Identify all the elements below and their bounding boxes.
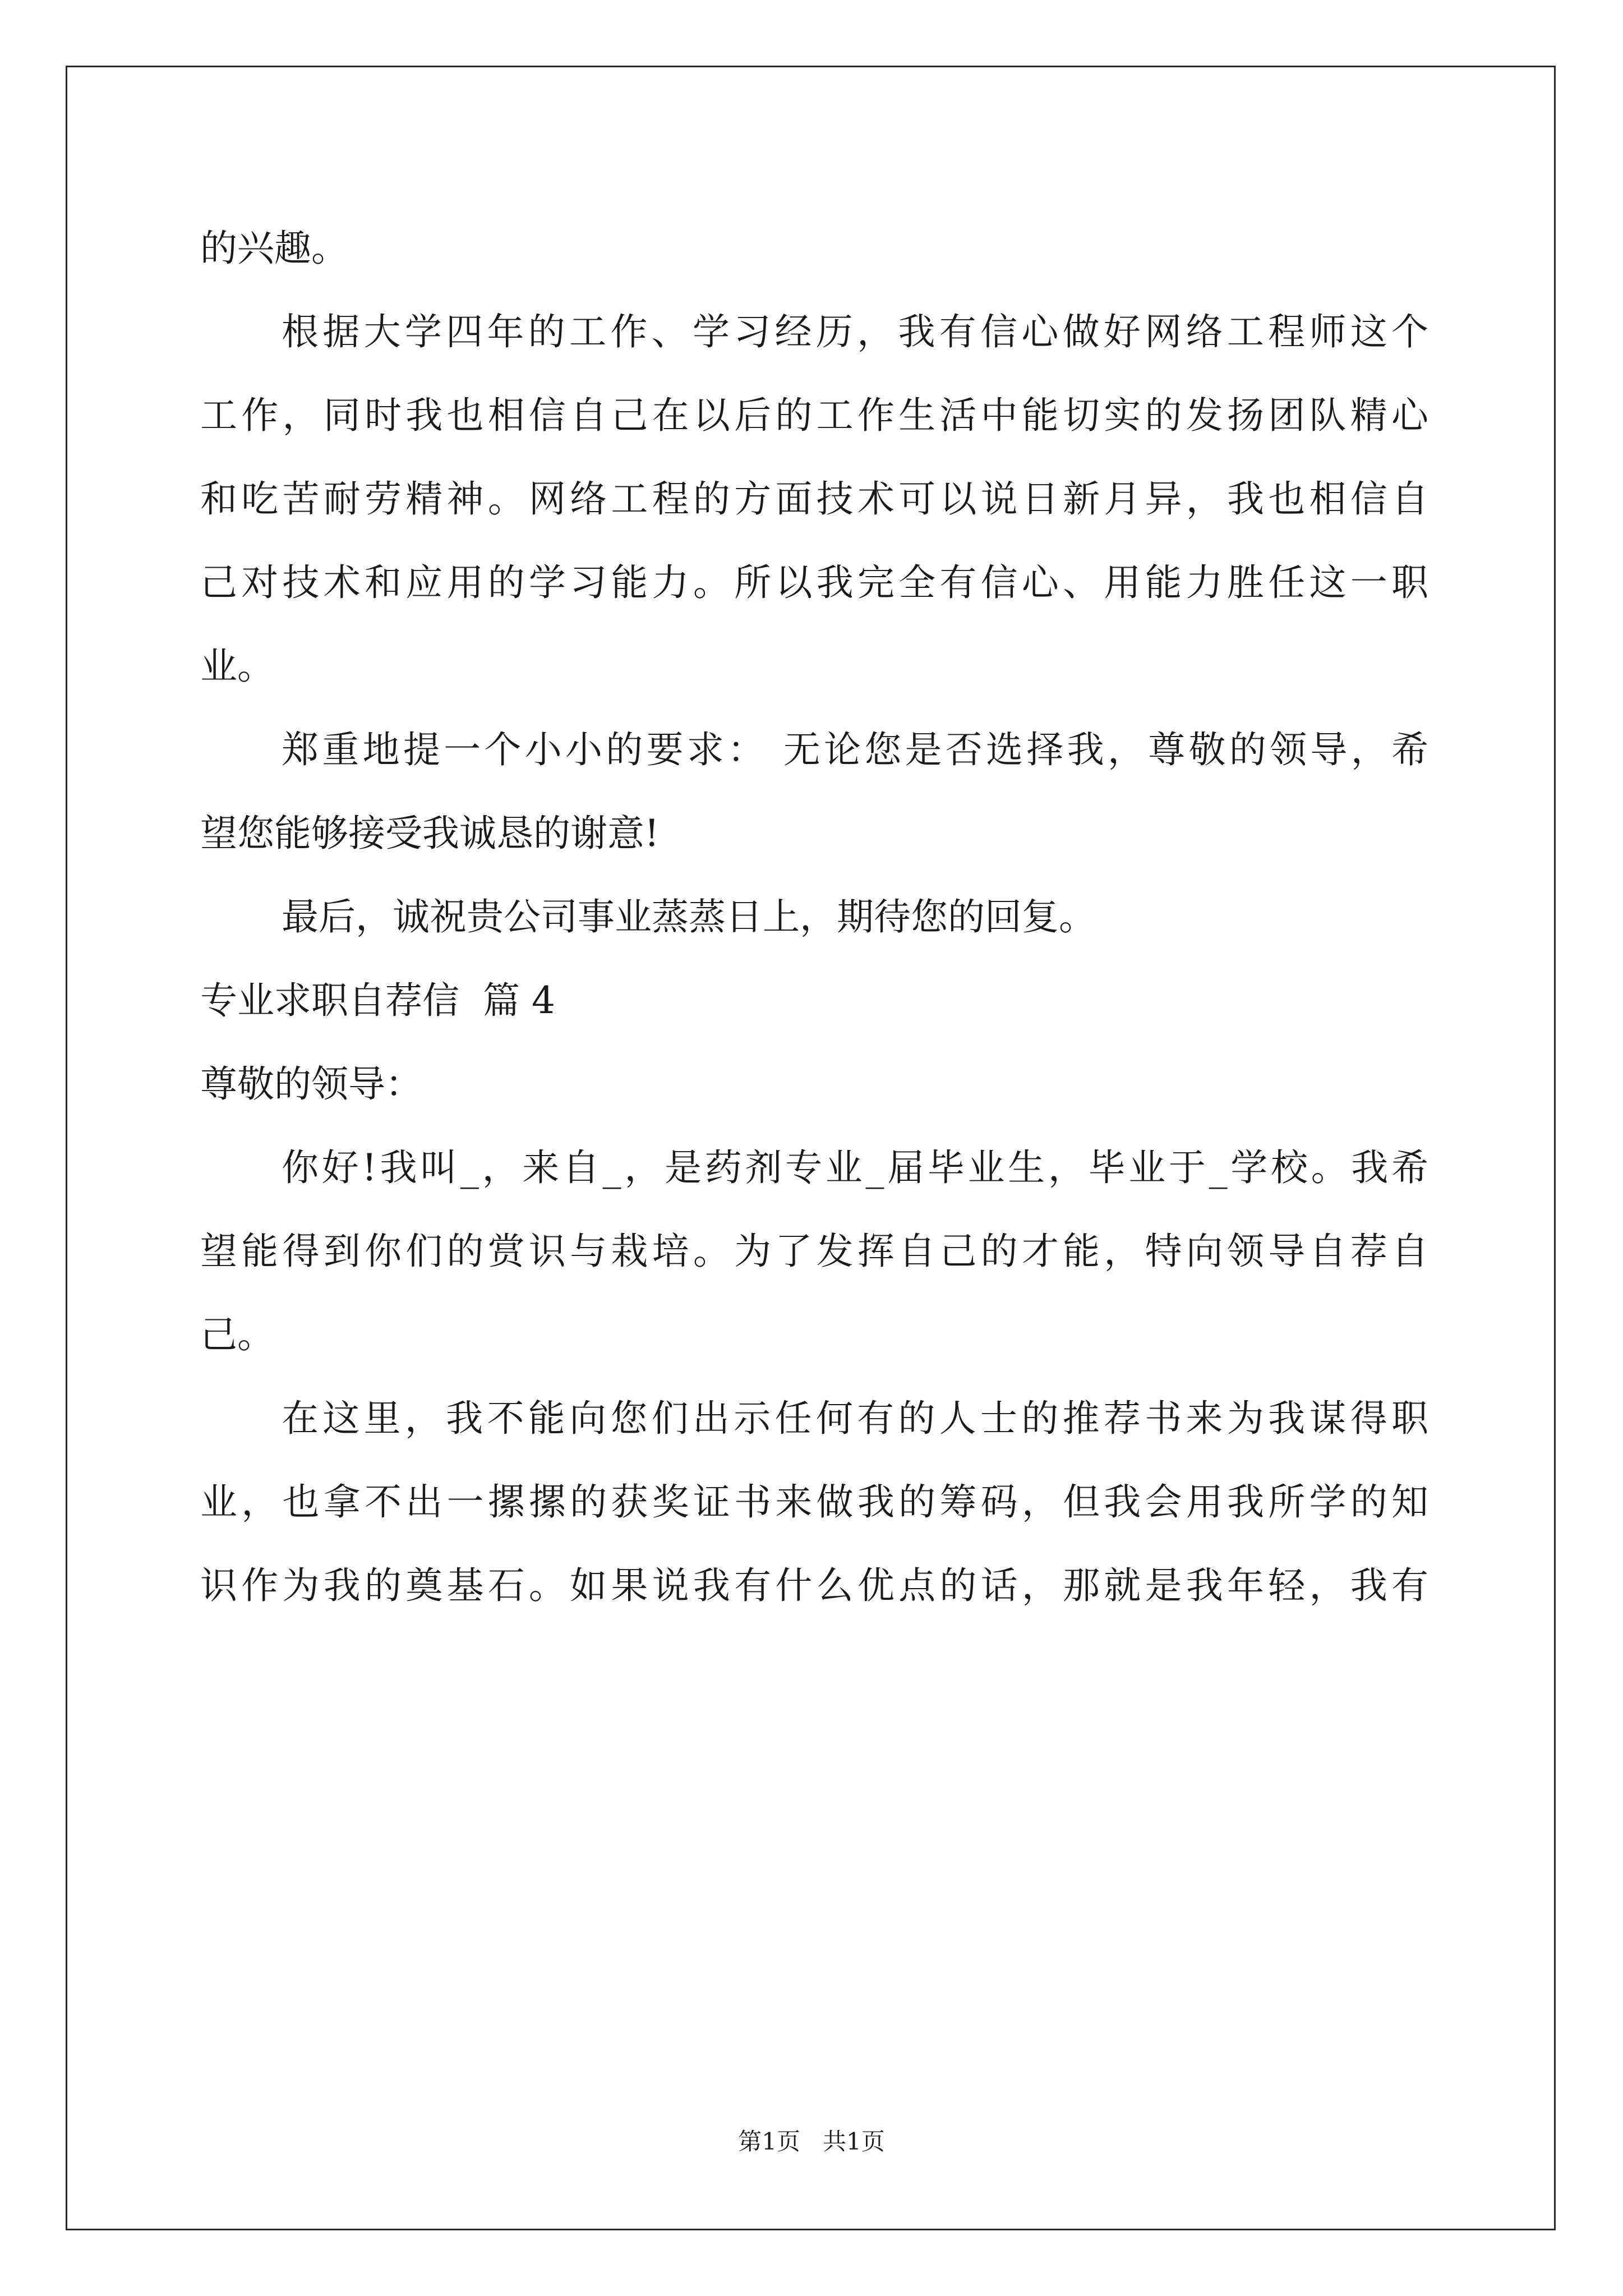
text-line: 的兴趣。 (200, 227, 348, 270)
text-line: 望您能够接受我诚恳的谢意! (200, 812, 660, 855)
paragraph-start-line: 根据大学四年的工作、学习经历，我有信心做好网络工程师这个 (282, 310, 1428, 353)
text-line: 工作，同时我也相信自己在以后的工作生活中能切实的发扬团队精心 (200, 394, 1428, 437)
page-footer: 第1页 共1页 (738, 2128, 885, 2155)
paragraph-start-line: 你好!我叫_，来自_，是药剂专业_届毕业生，毕业于_学校。我希 (282, 1146, 1428, 1189)
paragraph-start-line: 最后，诚祝贵公司事业蒸蒸日上，期待您的回复。 (282, 895, 1096, 938)
text-line: 己对技术和应用的学习能力。所以我完全有信心、用能力胜任这一职 (200, 561, 1428, 604)
section-heading: 专业求职自荐信 篇 4 (200, 979, 555, 1022)
text-line: 识作为我的奠基石。如果说我有什么优点的话，那就是我年轻，我有 (200, 1564, 1428, 1607)
text-line: 业。 (200, 645, 274, 688)
paragraph-start-line: 在这里，我不能向您们出示任何有的人士的推荐书来为我谋得职 (282, 1397, 1428, 1440)
salutation: 尊敬的领导： (200, 1062, 422, 1106)
paragraph-start-line: 郑重地提一个小小的要求： 无论您是否选择我，尊敬的领导，希 (282, 728, 1428, 771)
text-line: 业，也拿不出一摞摞的获奖证书来做我的筹码，但我会用我所学的知 (200, 1480, 1428, 1524)
text-line: 望能得到你们的赏识与栽培。为了发挥自己的才能，特向领导自荐自 (200, 1230, 1428, 1273)
text-line: 和吃苦耐劳精神。网络工程的方面技术可以说日新月异，我也相信自 (200, 477, 1428, 521)
text-line: 己。 (200, 1313, 274, 1356)
